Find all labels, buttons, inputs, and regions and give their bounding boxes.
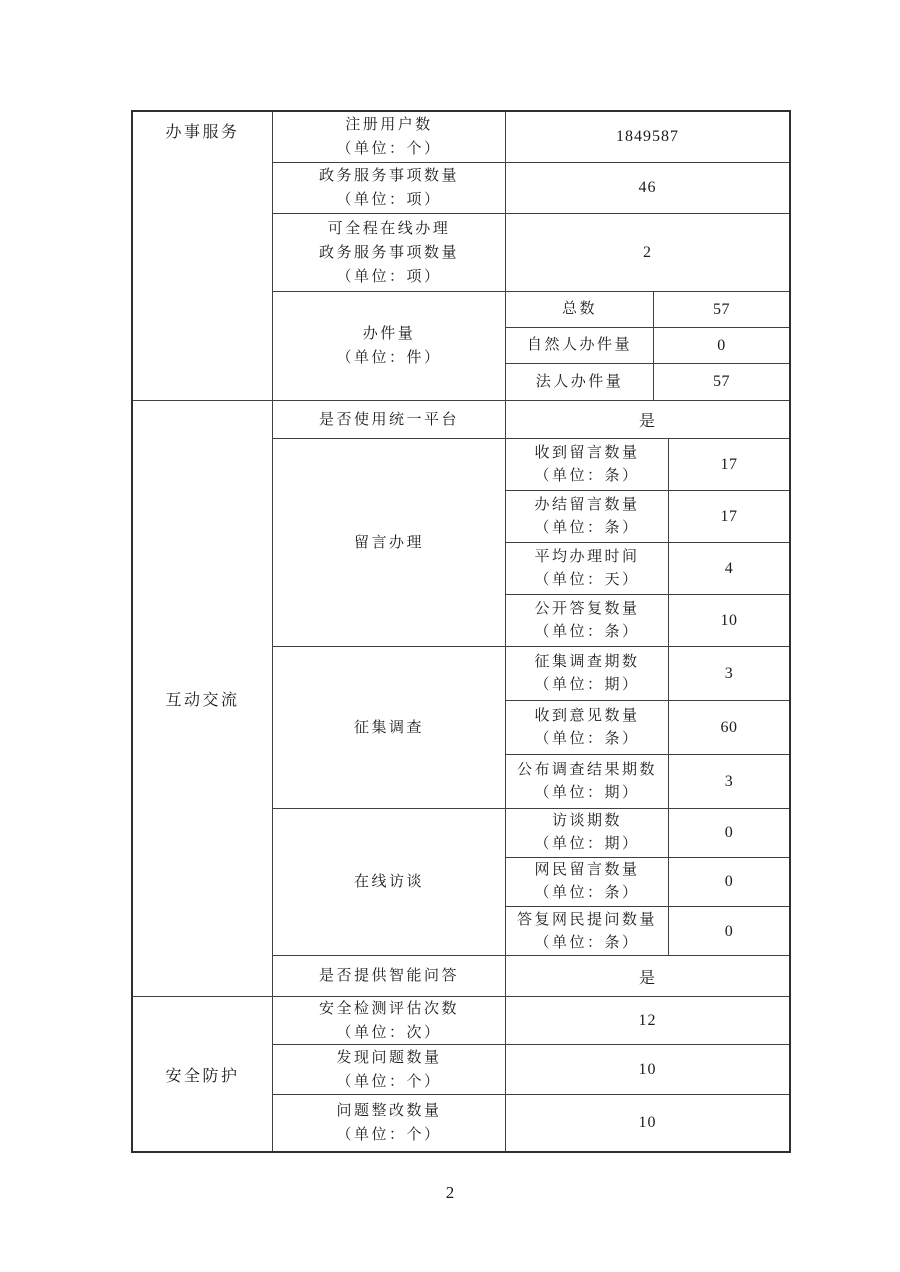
label-line: 平均办理时间: [534, 548, 640, 565]
table-subrow: [506, 647, 789, 701]
subrow-value: 17: [720, 455, 738, 473]
table-row: [273, 112, 789, 163]
subrow-value: 57: [713, 373, 730, 390]
row-label: [273, 439, 506, 646]
section-rows: [273, 401, 789, 996]
table-row: [273, 214, 789, 292]
table-subrow: [506, 328, 789, 364]
label-line: （单位：个）: [336, 1127, 442, 1143]
category-label: 办事服务: [165, 124, 240, 141]
row-value: 是: [638, 969, 656, 987]
section-rows: [273, 112, 789, 400]
label-line: 公布调查结果期数: [516, 762, 657, 778]
table-row: [273, 1045, 789, 1095]
subrow-label: [506, 647, 669, 700]
row-label: [273, 292, 506, 400]
section-office-services: [133, 112, 789, 401]
row-label: [273, 809, 506, 955]
category-label: 安全防护: [165, 1067, 240, 1085]
table-subrow: [506, 491, 789, 543]
label-line: 注册用户数: [345, 117, 433, 133]
subrow-label: [506, 595, 669, 647]
label-line: （单位：项）: [336, 268, 442, 285]
table-row: [273, 401, 789, 439]
subrow-value: 0: [724, 824, 734, 841]
subrow-value: 3: [724, 773, 734, 790]
subrow-label: [506, 701, 669, 754]
row-label: [273, 401, 506, 438]
table-row: [273, 163, 789, 214]
table-subrow: [506, 439, 789, 491]
category-cell: [133, 112, 273, 400]
table-subrow: [506, 809, 789, 858]
table-row: [273, 809, 789, 956]
label-line: （单位：个）: [336, 1073, 442, 1090]
row-value: 是: [638, 413, 656, 430]
subrow-label: [506, 755, 669, 809]
label-line: 收到留言数量: [534, 444, 640, 461]
label-line: 问题整改数量: [336, 1103, 442, 1119]
subrow-value: 0: [724, 922, 734, 940]
label-line: 政务服务事项数量: [318, 168, 459, 184]
table-row: [273, 956, 789, 996]
table-row: [273, 292, 789, 400]
row-label: [273, 163, 506, 213]
label-line: （单位：项）: [336, 192, 442, 208]
category-cell: [133, 401, 273, 996]
table-row: [273, 439, 789, 647]
label-line: 自然人办件量: [526, 337, 632, 353]
label-line: 留言办理: [353, 534, 424, 551]
label-line: 发现问题数量: [336, 1049, 442, 1066]
row-label: [273, 956, 506, 996]
subrow-label: [506, 858, 669, 906]
label-line: （单位：期）: [534, 785, 640, 801]
row-value: 12: [638, 1011, 657, 1029]
report-table: [131, 110, 791, 1153]
subrows: [506, 439, 789, 646]
label-line: 网民留言数量: [534, 862, 640, 878]
subrow-label: [506, 328, 654, 363]
subrows: [506, 809, 789, 955]
section-rows: [273, 997, 789, 1151]
label-line: 公开答复数量: [534, 601, 640, 617]
row-label: [273, 1045, 506, 1094]
subrow-value: 4: [724, 559, 734, 577]
table-subrow: [506, 595, 789, 647]
category-cell: [133, 997, 273, 1151]
table-row: [273, 647, 789, 809]
subrow-label: [506, 543, 669, 594]
table-subrow: [506, 907, 789, 956]
label-line: （单位：条）: [534, 624, 640, 640]
row-label: [273, 112, 506, 162]
subrow-label: [506, 907, 669, 956]
subrow-label: [506, 364, 654, 400]
subrow-value: 17: [720, 507, 738, 525]
table-subrow: [506, 858, 789, 907]
label-line: 是否使用统一平台: [318, 411, 459, 428]
subrow-label: [506, 439, 669, 490]
row-label: [273, 647, 506, 808]
subrow-value: 0: [724, 873, 734, 890]
label-line: 访谈期数: [551, 813, 622, 829]
subrows: [506, 647, 789, 808]
label-line: 总数: [561, 301, 597, 317]
table-subrow: [506, 543, 789, 595]
label-line: （单位：条）: [534, 934, 640, 951]
row-value: 2: [643, 243, 652, 261]
subrow-value: 0: [717, 336, 726, 354]
page-number: 2: [445, 1183, 455, 1202]
label-line: 征集调查期数: [534, 653, 640, 670]
subrow-value: 60: [720, 718, 738, 736]
table-row: [273, 997, 789, 1045]
row-label: [273, 997, 506, 1044]
label-line: （单位：件）: [336, 350, 442, 366]
subrows: [506, 292, 789, 400]
table-row: [273, 1095, 789, 1151]
subrow-value: 3: [724, 664, 734, 682]
label-line: （单位：期）: [534, 836, 640, 852]
subrow-label: [506, 292, 654, 327]
label-line: 法人办件量: [535, 373, 624, 390]
label-line: 征集调查: [353, 719, 424, 736]
subrow-label: [506, 809, 669, 857]
section-security: [133, 997, 789, 1151]
row-value: 10: [638, 1060, 657, 1078]
label-line: 办结留言数量: [534, 496, 640, 513]
label-line: （单位：条）: [534, 519, 640, 536]
label-line: 办件量: [362, 326, 416, 342]
label-line: 收到意见数量: [534, 707, 640, 724]
label-line: （单位：条）: [534, 885, 640, 901]
label-line: 在线访谈: [353, 874, 424, 890]
label-line: （单位：期）: [534, 676, 640, 693]
label-line: 安全检测评估次数: [318, 1000, 459, 1017]
subrow-value: 10: [720, 612, 738, 629]
category-label: 互动交流: [165, 692, 240, 709]
section-interaction: [133, 401, 789, 997]
row-value: 1849587: [616, 128, 679, 145]
row-label: [273, 1095, 506, 1151]
label-line: （单位：条）: [534, 730, 640, 747]
subrow-label: [506, 491, 669, 542]
label-line: 答复网民提问数量: [516, 911, 657, 928]
subrow-value: 57: [713, 300, 730, 318]
label-line: （单位：条）: [534, 467, 640, 484]
label-line: 是否提供智能问答: [318, 968, 459, 984]
label-line: 可全程在线办理: [327, 220, 451, 237]
table-subrow: [506, 701, 789, 755]
table-subrow: [506, 755, 789, 809]
table-subrow: [506, 292, 789, 328]
label-line: （单位：个）: [336, 141, 442, 157]
table-subrow: [506, 364, 789, 400]
label-line: （单位：次）: [336, 1024, 442, 1041]
row-value: 46: [638, 179, 657, 196]
label-line: 政务服务事项数量: [318, 244, 459, 261]
row-label: [273, 214, 506, 291]
label-line: （单位：天）: [534, 571, 640, 588]
row-value: 10: [638, 1114, 657, 1131]
